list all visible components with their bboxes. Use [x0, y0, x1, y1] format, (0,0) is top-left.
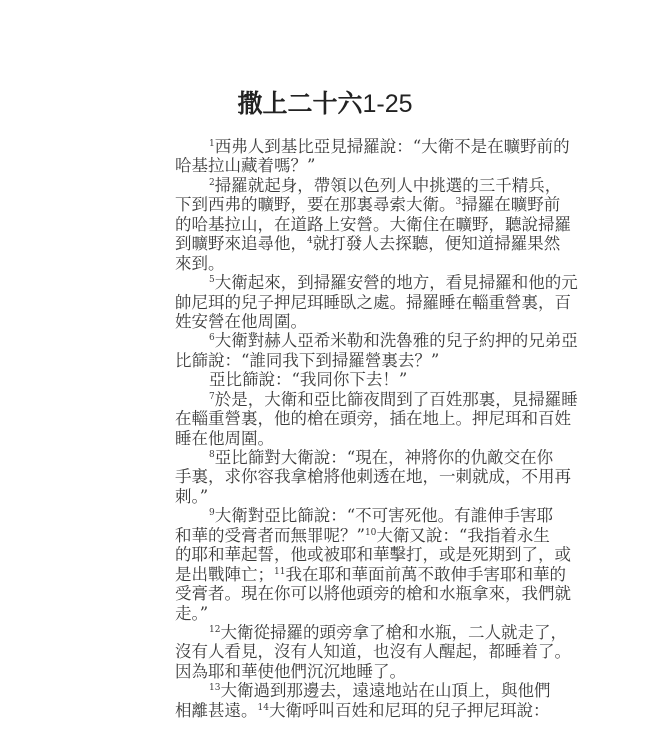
- text-line: [175, 389, 578, 409]
- text-line: [175, 234, 561, 254]
- scripture-text: [175, 137, 578, 720]
- verse-text: 的哈基拉山，在道路上安營。大衛住在曠野，聽說掃羅: [175, 214, 571, 234]
- paragraph: [175, 331, 578, 370]
- verse-text: 大衛起來，到掃羅安營的地方，看見掃羅和他的元: [214, 273, 578, 293]
- verse-text: 因為耶和華使他們沉沉地睡了。: [175, 661, 406, 681]
- text-line: [175, 156, 495, 175]
- verse-number: 14: [257, 702, 269, 713]
- verse-text: 受膏者。現在你可以將他頭旁的槍和水瓶拿來，我們就: [175, 584, 571, 604]
- verse-number: 3: [455, 197, 462, 208]
- verse-number: 1: [209, 139, 215, 149]
- chapter-title: 撒上二十六: [237, 89, 363, 118]
- verse-text: 下到西弗的曠野，要在那裏尋索大衛。: [175, 195, 456, 215]
- text-line: [175, 351, 495, 370]
- verse-text: 的耶和華起誓，他或被耶和華擊打，或是死期到了，或: [175, 545, 571, 565]
- text-line: [175, 448, 554, 467]
- text-line: [175, 273, 578, 293]
- verse-number: 12: [209, 624, 221, 635]
- verse-number: 13: [209, 683, 221, 694]
- verse-text: 就打發人去探聽，便知道掃羅果然: [312, 234, 561, 254]
- text-line: [175, 584, 571, 604]
- verse-number: 2: [209, 177, 215, 188]
- text-line: [175, 137, 570, 156]
- verse-text: 大衛呼叫百姓和尼珥的兒子押尼珥說：: [268, 700, 550, 720]
- verse-number: 8: [209, 450, 215, 460]
- verse-text: 帥尼珥的兒子押尼珥睡臥之處。掃羅睡在輜重營裏，百: [175, 292, 571, 312]
- verse-text: 走。”: [175, 603, 209, 623]
- text-line: [175, 195, 561, 215]
- text-line: [175, 467, 571, 487]
- text-line: [175, 545, 571, 565]
- text-line: [175, 429, 495, 448]
- text-line: [175, 622, 567, 642]
- paragraph: [175, 137, 570, 176]
- text-line: [175, 370, 495, 389]
- verse-text: 相離甚遠。: [175, 700, 258, 720]
- verse-text: 大衛又說：“我指着永生: [376, 525, 550, 545]
- verse-number: 9: [209, 508, 215, 519]
- text-line: [175, 525, 550, 545]
- verse-text: 大衛對赫人亞希米勒和洗魯雅的兒子約押的兄弟亞: [214, 331, 578, 351]
- verse-text: 姓安營在他周圍。: [175, 311, 307, 331]
- text-line: [175, 604, 495, 623]
- paragraph: [175, 622, 571, 681]
- text-line: [175, 662, 495, 681]
- verse-number: 4: [307, 236, 313, 247]
- verse-number: 7: [209, 391, 215, 402]
- text-line: [175, 312, 495, 331]
- verse-text: 亞比篩說：“我同你下去！”: [209, 370, 408, 390]
- paragraph: [175, 448, 571, 506]
- verse-text: 大衛對亞比篩說：“不可害死他。有誰伸手害耶: [214, 506, 554, 526]
- verse-text: 到曠野來追尋他，: [175, 234, 307, 254]
- verse-text: 是出戰陣亡；: [175, 564, 274, 584]
- text-line: [175, 681, 551, 701]
- verse-text: 掃羅在曠野前: [461, 195, 561, 215]
- verse-text: 於是，大衛和亞比篩夜間到了百姓那裏，見掃羅睡: [214, 389, 578, 409]
- verse-text: 亞比篩對大衛說：“現在，神將你的仇敵交在你: [214, 448, 554, 467]
- verse-text: 沒有人看見，沒有人知道，也沒有人醒起，都睡着了。: [175, 642, 571, 662]
- paragraph: [175, 370, 495, 389]
- text-line: [175, 331, 578, 351]
- verse-text: 和華的受膏者而無罪呢？”: [175, 525, 365, 545]
- verse-text: 我在耶和華面前萬不敢伸手害耶和華的: [285, 564, 566, 584]
- text-line: [175, 506, 554, 526]
- verse-text: 比篩說：“誰同我下到掃羅營裏去？”: [175, 350, 440, 370]
- paragraph: [175, 506, 571, 623]
- text-line: [175, 642, 571, 662]
- text-line: [175, 214, 571, 234]
- verse-number: 6: [209, 333, 215, 344]
- verse-text: 在輜重營裏，他的槍在頭旁，插在地上。押尼珥和百姓: [175, 409, 571, 429]
- verse-number: 10: [364, 527, 377, 538]
- paragraph: [175, 681, 551, 720]
- text-line: [175, 564, 566, 584]
- text-line: [175, 292, 571, 312]
- verse-text: 大衛過到那邊去，遠遠地站在山頂上，與他們: [220, 681, 551, 701]
- verse-text: 大衛從掃羅的頭旁拿了槍和水瓶，二人就走了，: [220, 622, 567, 642]
- verse-text: 西弗人到基比亞見掃羅說：“大衛不是在曠野前的: [214, 137, 570, 156]
- text-line: [175, 254, 495, 273]
- verse-text: 睡在他周圍。: [175, 428, 274, 448]
- paragraph: [175, 175, 571, 273]
- verse-range: 1-25: [362, 90, 413, 118]
- verse-number: 11: [274, 566, 286, 577]
- page-title: [0, 84, 650, 120]
- verse-text: 刺。”: [175, 486, 209, 506]
- text-line: [175, 175, 562, 195]
- text-line: [175, 409, 571, 429]
- verse-text: 來到。: [175, 253, 225, 273]
- verse-text: 手裏，求你容我拿槍將他刺透在地，一刺就成，不用再: [175, 467, 571, 487]
- verse-text: 哈基拉山藏着嗎？”: [175, 156, 316, 176]
- verse-number: 5: [209, 275, 215, 286]
- paragraph: [175, 273, 578, 331]
- text-line: [175, 700, 550, 720]
- text-line: [175, 487, 495, 506]
- verse-text: 掃羅就起身，帶領以色列人中挑選的三千精兵，: [214, 175, 562, 195]
- paragraph: [175, 389, 578, 448]
